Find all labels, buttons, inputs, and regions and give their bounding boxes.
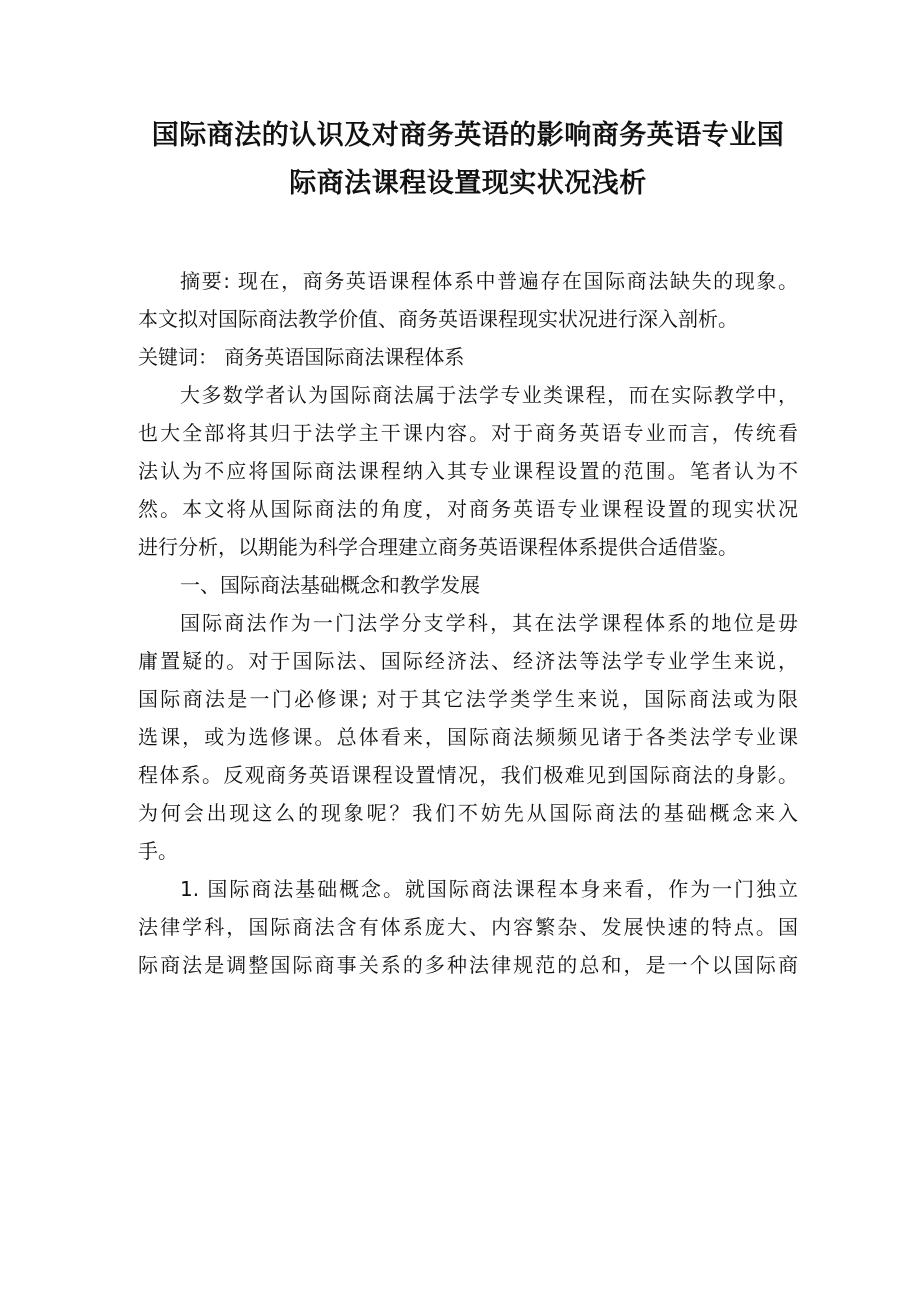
title-line-2: 际商法课程设置现实状况浅析: [289, 168, 647, 199]
intro-line-1: 大多数学者认为国际商法属于法学专业类课程，而在实际教学中，: [180, 383, 798, 407]
document-title: [138, 112, 798, 208]
subsection-1-line-3: 际商法是调整国际商事关系的多种法律规范的总和，是一个以国际商: [138, 953, 798, 977]
section-1-line-6: 为何会出现这么的现象呢？我们不妨先从国际商法的基础概念来入: [138, 801, 798, 825]
abstract-line-2: 本文拟对国际商法教学价值、商务英语课程现实状况进行深入剖析。: [138, 307, 738, 331]
section-heading: [138, 566, 798, 604]
intro-paragraph: [138, 376, 798, 566]
subsection-1-line-1: 1. 国际商法基础概念。就国际商法课程本身来看，作为一门独立: [180, 877, 798, 901]
abstract-line-1: 摘要: 现在，商务英语课程体系中普遍存在国际商法缺失的现象。: [180, 269, 798, 293]
section-1-line-7: 手。: [138, 839, 178, 863]
intro-line-3: 法认为不应将国际商法课程纳入其专业课程设置的范围。笔者认为不: [138, 459, 798, 483]
section-1-line-4: 选课，或为选修课。总体看来，国际商法频频见诸于各类法学专业课: [138, 725, 798, 749]
subsection-1-line-2: 法律学科，国际商法含有体系庞大、内容繁杂、发展快速的特点。国: [138, 915, 798, 939]
intro-line-4: 然。本文将从国际商法的角度，对商务英语专业课程设置的现实状况: [138, 497, 798, 521]
section-1-line-1: 国际商法作为一门法学分支学科，其在法学课程体系的地位是毋: [180, 611, 798, 635]
section-1-paragraph: [138, 604, 798, 870]
intro-line-2: 也大全部将其归于法学主干课内容。对于商务英语专业而言，传统看: [138, 421, 798, 445]
abstract-paragraph: [138, 262, 798, 338]
intro-line-5: 进行分析，以期能为科学合理建立商务英语课程体系提供合适借鉴。: [138, 535, 738, 559]
keywords-line: 关键词： 商务英语国际商法课程体系: [138, 345, 465, 369]
section-1-line-3: 国际商法是一门必修课; 对于其它法学类学生来说，国际商法或为限: [138, 687, 798, 711]
title-line-1: 国际商法的认识及对商务英语的影响商务英语专业国: [151, 120, 785, 151]
keywords-paragraph: [138, 338, 798, 376]
document-body: [138, 262, 798, 984]
section-1-line-5: 程体系。反观商务英语课程设置情况，我们极难见到国际商法的身影。: [138, 763, 798, 787]
section-1-line-2: 庸置疑的。对于国际法、国际经济法、经济法等法学专业学生来说，: [138, 649, 798, 673]
section-1-heading: 一、国际商法基础概念和教学发展: [180, 573, 480, 597]
subsection-1-paragraph: [138, 870, 798, 984]
